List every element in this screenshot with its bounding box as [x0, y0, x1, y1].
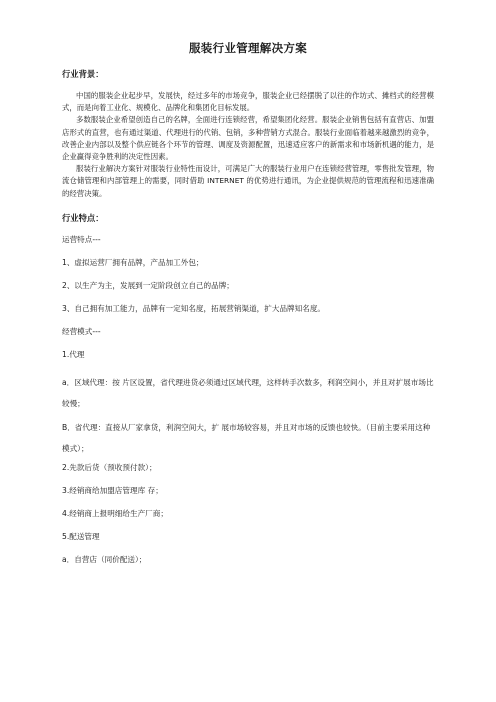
- background-paragraph: 服装行业解决方案针对服装行业特性而设计，可满足广大的服装行业用户在连锁经营管理，零售批发管理，物流仓储管理和内部管理上的需要，同时借助 INTERNET 的优势进行通讯，为企业提供规范的管理流程和迅速准确的经营决策。: [62, 164, 434, 198]
- ops-item: 3、自己拥有加工能力，品牌有一定知名度，拓展营销渠道，扩大品牌知名度。: [62, 303, 326, 313]
- features-heading: 行业特点：: [62, 212, 104, 223]
- mode-item: 5.配送管理: [62, 531, 100, 541]
- ops-item: 2、以生产为主，发展到一定阶段创立自己的品牌；: [62, 280, 234, 290]
- mode-item: 3.经销商给加盟店管理库 存；: [62, 485, 163, 495]
- background-paragraph: 中国的服装企业起步早，发展快，经过多年的市场竞争，服装企业已经摆脱了以往的作坊式、摊档式的经营模式，而是向着工业化、规模化、品牌化和集团化目标发展。: [62, 91, 434, 113]
- mode-item: 4.经销商上报明细给生产厂商；: [62, 508, 168, 518]
- mode-item: a．自营店（同价配送）；: [62, 554, 147, 564]
- background-heading: 行业背景：: [62, 69, 104, 79]
- ops-item: 1、虚拟运营厂拥有品牌，产品加工外包；: [62, 257, 204, 267]
- mode-item: 1.代理: [62, 349, 85, 359]
- mode-item: 2.先款后货（预收预付款）；: [62, 462, 157, 472]
- document-title: 服装行业管理解决方案: [189, 41, 307, 55]
- mode-item: a．区域代理：按 片区设置，省代理进货必须通过区域代理，这样转手次数多，利润空间小，并且对扩展市场比较慢；: [62, 377, 434, 408]
- background-section: [62, 90, 434, 200]
- mode-heading: 经营模式---: [62, 326, 101, 336]
- background-paragraph: 多数服装企业希望创造自己的名牌，全面进行连锁经营，希望集团化经营。服装企业销售包括有直营店、加盟店形式的直营，也有通过渠道、代理进行的代销、包销，多种营销方式混合。服装行业面临着越来越激烈的竞争，改善企业内部以及整个供应链各个环节的管理、调度及资源配置，迅速适应客户的新需求和市场新机遇的能力，是企业赢得竞争胜利的决定性因素。: [62, 115, 434, 162]
- ops-heading: 运营特点---: [62, 234, 101, 244]
- mode-item: B．省代理：直接从厂家拿货，利润空间大，扩 展市场较容易，并且对市场的反馈也较快。（目前主要采用这种模式）；: [62, 422, 431, 453]
